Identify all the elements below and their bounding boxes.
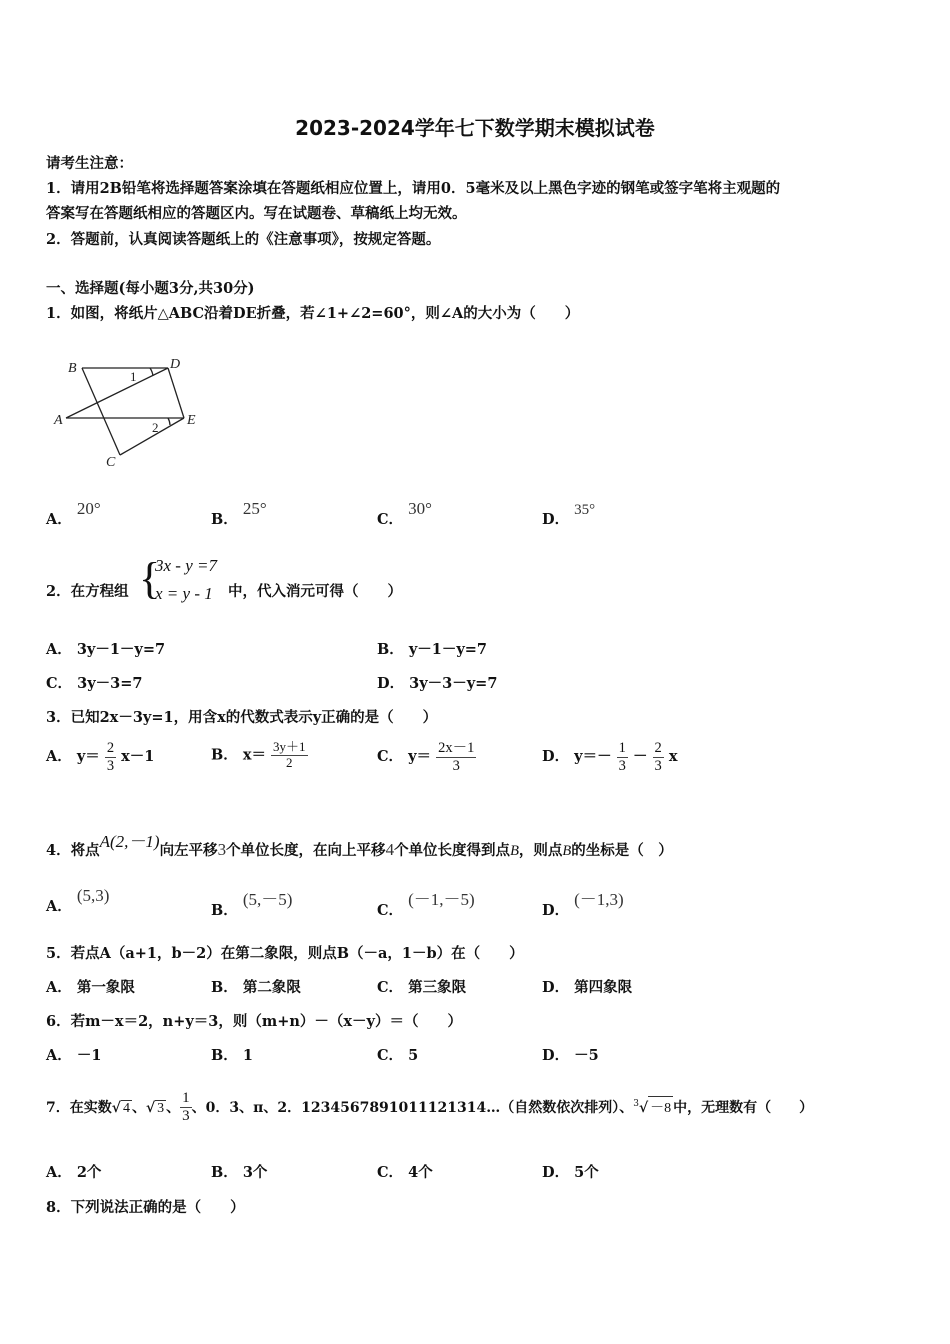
notice-line-1b: 答案写在答题纸相应的答题区内。写在试题卷、草稿纸上均无效。 xyxy=(46,205,467,222)
option-value: 35° xyxy=(574,502,596,518)
q2-option-a[interactable] xyxy=(46,638,165,659)
label-E: E xyxy=(187,413,196,428)
cube-root-index: 3 xyxy=(633,1099,639,1110)
q6-option-d[interactable] xyxy=(542,1044,599,1065)
notice-heading: 请考生注意： xyxy=(46,155,133,172)
option-letter: C． xyxy=(377,979,404,996)
option-letter: C． xyxy=(377,902,404,919)
fraction xyxy=(617,740,628,774)
option-lhs: y＝ xyxy=(408,748,432,766)
option-letter: A． xyxy=(46,979,72,996)
q5-option-d[interactable] xyxy=(542,976,632,997)
q4-text: 向左平移 xyxy=(159,842,218,859)
q6-option-b[interactable] xyxy=(211,1044,253,1065)
option-lhs: y＝ xyxy=(76,748,100,766)
q4-number: 3 xyxy=(217,840,227,859)
option-letter: B． xyxy=(211,1047,238,1064)
option-value: (5,－5) xyxy=(242,890,293,909)
option-letter: B． xyxy=(211,902,238,919)
q2-option-c[interactable] xyxy=(46,672,142,693)
option-letter: B． xyxy=(211,511,238,528)
option-letter: C． xyxy=(377,1164,404,1181)
q7-stem xyxy=(46,1090,813,1126)
sqrt-symbol: √ xyxy=(145,1099,156,1116)
option-letter: D． xyxy=(542,1164,570,1181)
fraction xyxy=(105,740,116,774)
q2-prefix: 2．在方程组 xyxy=(46,583,129,600)
option-value: 3y－1－y=7 xyxy=(76,641,166,658)
q5-stem: 5．若点A（a+1，b－2）在第二象限，则点B（－a，1－b）在（ ） xyxy=(46,945,524,962)
q3-stem: 3．已知2x－3y=1，用含x的代数式表示y正确的是（ ） xyxy=(46,709,438,726)
q1-option-c[interactable] xyxy=(377,499,432,529)
option-letter: A． xyxy=(46,1047,72,1064)
option-letter: A． xyxy=(46,898,72,915)
q2-equation-system xyxy=(139,552,217,608)
option-value: (5,3) xyxy=(76,886,110,905)
option-value: 3个 xyxy=(242,1164,268,1181)
q4-prefix: 4．将点 xyxy=(46,842,100,859)
q2-suffix: 中，代入消元可得（ ） xyxy=(228,583,402,600)
label-A: A xyxy=(54,413,63,428)
option-letter: B． xyxy=(211,746,238,764)
denominator: 3 xyxy=(618,757,626,774)
numerator: 2 xyxy=(106,740,115,756)
fraction xyxy=(653,740,664,774)
option-value: 5 xyxy=(408,1047,419,1064)
fraction xyxy=(436,740,476,774)
option-value: 第一象限 xyxy=(76,979,135,996)
q4-number: 4 xyxy=(385,840,395,859)
q7-text: 、0．3̇、π、2．1234567891011121314…（自然数依次排列）、 xyxy=(191,1099,634,1116)
numerator: 3y＋1 xyxy=(273,739,306,754)
option-letter: D． xyxy=(542,511,570,528)
fraction xyxy=(271,740,308,771)
q4-text: ，则点 xyxy=(518,842,563,859)
option-letter: C． xyxy=(377,511,404,528)
section-heading: 一、选择题(每小题3分,共30分) xyxy=(46,280,255,297)
option-letter: C． xyxy=(377,748,404,766)
q8-stem: 8．下列说法正确的是（ ） xyxy=(46,1199,245,1216)
option-value: (－1,－5) xyxy=(408,890,475,909)
denominator: 2 xyxy=(286,754,293,770)
option-letter: C． xyxy=(46,675,73,692)
denominator: 3 xyxy=(452,757,460,774)
q6-option-a[interactable] xyxy=(46,1044,101,1065)
system-brace: { xyxy=(139,554,161,603)
segment-DE xyxy=(168,368,184,418)
q2-equation-2: x = y - 1 xyxy=(155,584,213,603)
label-D: D xyxy=(170,357,181,372)
sqrt-symbol: √ xyxy=(638,1099,649,1116)
option-letter: A． xyxy=(46,1164,72,1181)
option-letter: D． xyxy=(542,979,570,996)
q1-option-d[interactable] xyxy=(542,502,596,529)
option-value: 25° xyxy=(242,499,267,518)
numerator: 2x－1 xyxy=(438,740,475,756)
label-C: C xyxy=(106,455,116,470)
q3-option-b[interactable] xyxy=(211,740,308,771)
numerator: 2 xyxy=(654,740,662,756)
option-letter: A． xyxy=(46,511,72,528)
separator: 、 xyxy=(166,1099,181,1116)
option-tail: x xyxy=(668,748,678,766)
q4-point: A(2,－1) xyxy=(99,832,160,851)
option-value: 第四象限 xyxy=(574,979,633,996)
option-value: －1 xyxy=(76,1047,102,1064)
q5-option-b[interactable] xyxy=(211,976,301,997)
option-letter: D． xyxy=(542,1047,570,1064)
denominator: 3 xyxy=(106,757,115,774)
option-value: 第二象限 xyxy=(242,979,301,996)
option-value: 20° xyxy=(76,499,101,518)
q1-figure xyxy=(50,350,210,475)
segment-BC xyxy=(82,368,120,455)
q3-option-c[interactable] xyxy=(377,740,476,774)
notice-line-2: 2．答题前，认真阅读答题纸上的《注意事项》，按规定答题。 xyxy=(46,231,441,248)
option-value: 1 xyxy=(242,1047,253,1064)
option-value: 30° xyxy=(408,499,432,518)
angle-2-arc xyxy=(168,418,170,425)
page-title: 2023-2024学年七下数学期末模拟试卷 xyxy=(295,116,655,140)
q2-option-b[interactable] xyxy=(377,638,487,659)
label-angle-2: 2 xyxy=(152,420,159,435)
q4-point-b: B xyxy=(510,843,519,859)
q2-equation-1: 3x - y =7 xyxy=(155,556,217,575)
option-value: 3y－3=7 xyxy=(77,675,143,692)
option-value: 4个 xyxy=(408,1164,433,1181)
q4-text: 个单位长度，在向上平移 xyxy=(226,842,386,859)
q4-option-a[interactable] xyxy=(46,886,110,916)
option-value: 第三象限 xyxy=(408,979,467,996)
q6-stem: 6．若m－x＝2，n+y＝3，则（m+n）－（x－y）＝（ ） xyxy=(46,1013,462,1030)
label-B: B xyxy=(68,361,77,376)
option-letter: A． xyxy=(46,641,72,658)
option-letter: B． xyxy=(377,641,404,658)
option-letter: A． xyxy=(46,748,72,766)
q5-option-c[interactable] xyxy=(377,976,466,997)
option-lhs: x＝ xyxy=(242,746,266,764)
q7-suffix: 中，无理数有（ ） xyxy=(673,1099,814,1116)
q1-option-a[interactable] xyxy=(46,499,101,529)
q4-option-c[interactable] xyxy=(377,890,475,920)
q4-stem xyxy=(46,832,673,860)
q4-text: 个单位长度得到点 xyxy=(394,842,511,859)
angle-1-arc xyxy=(150,368,153,376)
q4-option-b[interactable] xyxy=(211,890,293,920)
minus-sign: － xyxy=(632,748,648,766)
q1-stem: 1．如图，将纸片△ABC沿着DE折叠，若∠1+∠2=60°，则∠A的大小为（ ） xyxy=(46,305,580,322)
sqrt-symbol: √ xyxy=(111,1099,121,1116)
numerator: 1 xyxy=(180,1090,192,1108)
q3-option-d[interactable] xyxy=(542,740,677,774)
option-letter: B． xyxy=(211,1164,238,1181)
separator: 、 xyxy=(131,1099,146,1116)
option-value: 2个 xyxy=(76,1164,102,1181)
notice-line-1a: 1．请用2B铅笔将选择题答案涂填在答题纸相应位置上，请用0．5毫米及以上黑色字迹的钢笔或签字笔将主观题的 xyxy=(46,180,781,197)
radicand: 4 xyxy=(122,1100,130,1116)
option-letter: B． xyxy=(211,979,238,996)
q4-suffix: 的坐标是（ ） xyxy=(571,842,673,859)
q7-option-b[interactable] xyxy=(211,1161,267,1182)
q5-option-a[interactable] xyxy=(46,976,135,997)
option-letter: D． xyxy=(542,748,570,766)
denominator: 3 xyxy=(182,1108,190,1125)
option-value: (－1,3) xyxy=(574,890,624,909)
option-value: 3y－3－y=7 xyxy=(409,675,498,692)
option-value: －5 xyxy=(574,1047,599,1064)
fraction xyxy=(180,1090,192,1126)
option-tail: x－1 xyxy=(121,748,155,766)
option-value: y－1－y=7 xyxy=(408,641,488,658)
numerator: 1 xyxy=(618,740,626,756)
option-letter: C． xyxy=(377,1047,404,1064)
option-value: 5个 xyxy=(574,1164,599,1181)
q7-option-c[interactable] xyxy=(377,1161,433,1182)
radicand: 3 xyxy=(157,1100,165,1116)
q2-option-d[interactable] xyxy=(377,672,497,693)
q7-option-d[interactable] xyxy=(542,1161,599,1182)
q4-option-d[interactable] xyxy=(542,890,624,920)
q7-option-a[interactable] xyxy=(46,1161,101,1182)
label-angle-1: 1 xyxy=(130,369,137,384)
option-letter: D． xyxy=(542,902,570,919)
q4-point-b: B xyxy=(562,843,572,859)
option-lhs: y＝－ xyxy=(574,748,612,766)
q6-option-c[interactable] xyxy=(377,1044,418,1065)
q7-prefix: 7．在实数 xyxy=(46,1099,112,1116)
option-letter: D． xyxy=(377,675,405,692)
denominator: 3 xyxy=(654,757,662,774)
q3-option-a[interactable] xyxy=(46,740,154,774)
q1-option-b[interactable] xyxy=(211,499,267,529)
radicand: －8 xyxy=(648,1096,673,1117)
